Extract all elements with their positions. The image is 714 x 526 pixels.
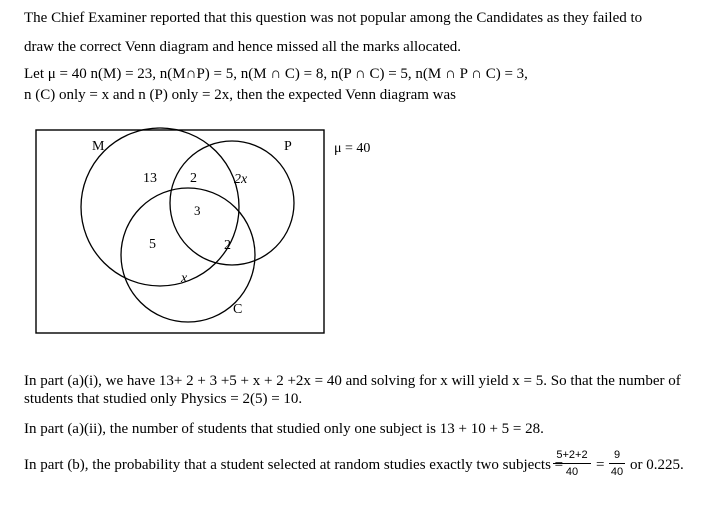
given-values-line: Let μ = 40 n(M) = 23, n(M∩P) = 5, n(M ∩ C) = 8, n(P ∩ C) = 5, n(M ∩ P ∩ C) = 3, — [24, 66, 528, 82]
region-m-p-only: 2 — [190, 171, 197, 186]
universal-set-rectangle — [36, 130, 324, 333]
universe-label: μ = 40 — [334, 141, 371, 156]
region-m-c-only: 5 — [149, 237, 156, 252]
intro-line-2: draw the correct Venn diagram and hence missed all the marks allocated. — [24, 39, 462, 55]
part-aii-line: In part (a)(ii), the number of students that studied only one subject is 13 + 10 + 5 = 28. — [24, 421, 544, 437]
intro-line-1: The Chief Examiner reported that this question was not popular among the Candidates as they failed to — [24, 10, 643, 26]
region-m-p-c: 3 — [194, 203, 201, 218]
fraction-1-denominator: 40 — [565, 466, 579, 478]
region-p-only: 2x — [234, 172, 248, 187]
fraction-2-bar — [609, 463, 625, 464]
fraction-2-numerator: 9 — [613, 449, 621, 461]
part-ai-line-1: In part (a)(i), we have 13+ 2 + 3 +5 + x + 2 +2x = 40 and solving for x will yield x = 5. So that the number of — [24, 373, 681, 389]
region-m-only: 13 — [143, 171, 157, 186]
fraction-1-bar — [553, 463, 591, 464]
set-m-circle — [81, 128, 239, 286]
set-c-circle — [121, 188, 255, 322]
fraction-2-denominator: 40 — [610, 466, 624, 478]
given-unknowns-line: n (C) only = x and n (P) only = 2x, then the expected Venn diagram was — [24, 87, 456, 103]
part-b-line: In part (b), the probability that a student selected at random studies exactly two subjects = — [24, 457, 564, 473]
fraction-1-numerator: 5+2+2 — [556, 449, 588, 461]
set-p-label: P — [284, 139, 292, 154]
set-c-label: C — [233, 302, 243, 317]
set-m-label: M — [92, 139, 105, 154]
region-p-c-only: 2 — [224, 238, 231, 253]
part-ai-line-2: students that studied only Physics = 2(5) = 10. — [24, 391, 303, 407]
set-p-circle — [170, 141, 294, 265]
equals-sign: = — [596, 457, 605, 473]
region-c-only: x — [181, 271, 188, 286]
probability-decimal: or 0.225. — [630, 457, 684, 473]
